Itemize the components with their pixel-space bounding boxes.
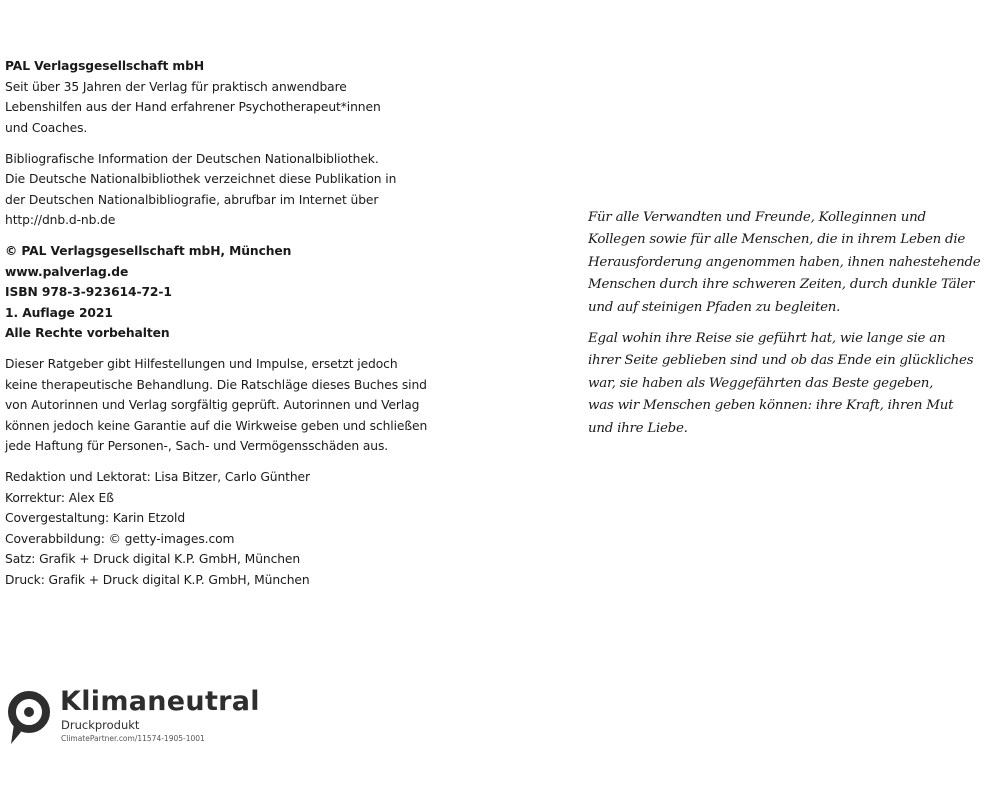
credit-line: Satz: Grafik + Druck digital K.P. GmbH, München — [5, 552, 301, 566]
website-link[interactable]: www.palverlag.de — [5, 264, 129, 279]
bibliographic-line: Die Deutsche Nationalbibliothek verzeichnet diese Publikation in — [5, 172, 397, 186]
disclaimer-line: von Autorinnen und Verlag sorgfältig geprüft. Autorinnen und Verlag — [5, 398, 420, 412]
edition: 1. Auflage 2021 — [5, 305, 113, 320]
dedication-line: Kollegen sowie für alle Menschen, die in ihrem Leben die — [588, 232, 966, 248]
dedication-paragraph-1 — [588, 207, 1000, 319]
logo-subtitle: Druckprodukt — [61, 718, 140, 732]
bibliographic-line: Bibliografische Information der Deutschen Nationalbibliothek. — [5, 151, 379, 166]
publisher-tagline-line: und Coaches. — [5, 120, 88, 135]
credit-line: Druck: Grafik + Druck digital K.P. GmbH, München — [5, 572, 310, 587]
credit-line: Redaktion und Lektorat: Lisa Bitzer, Carlo Günther — [5, 470, 310, 484]
credit-line: Coverabbildung: © getty-images.com — [5, 531, 235, 546]
dedication-line: und auf steinigen Pfaden zu begleiten. — [588, 299, 841, 315]
publisher-block — [5, 56, 435, 138]
dedication-paragraph-2 — [588, 328, 1000, 440]
bibliographic-block — [5, 149, 435, 231]
dedication-column — [588, 207, 1000, 449]
logo-url: ClimatePartner.com/11574-1905-1001 — [61, 734, 205, 743]
copyright-block — [5, 241, 435, 344]
dedication-line: war, sie haben als Weggefährten das Beste gegeben, — [588, 375, 934, 391]
dedication-line: Egal wohin ihre Reise sie geführt hat, wie lange sie an — [588, 331, 946, 347]
rights-reserved: Alle Rechte vorbehalten — [5, 326, 170, 340]
credit-line: Korrektur: Alex Eß — [5, 490, 114, 505]
disclaimer-line: keine therapeutische Behandlung. Die Ratschläge dieses Buches sind — [5, 377, 427, 392]
dedication-line: Menschen durch ihre schweren Zeiten, durch dunkle Täler — [588, 277, 975, 293]
logo-title: Klimaneutral — [60, 686, 260, 717]
dedication-line: und ihre Liebe. — [588, 420, 688, 436]
publisher-tagline-line: Seit über 35 Jahren der Verlag für praktisch anwendbare — [5, 79, 347, 94]
imprint-column — [5, 56, 435, 601]
dedication-line: was wir Menschen geben können: ihre Kraft, ihren Mut — [588, 398, 954, 414]
disclaimer-line: können jedoch keine Garantie auf die Wirkweise geben und schließen — [5, 418, 428, 433]
isbn: ISBN 978-3-923614-72-1 — [5, 285, 172, 299]
climate-partner-icon — [5, 690, 55, 746]
publisher-name: PAL Verlagsgesellschaft mbH — [5, 59, 205, 73]
dedication-line: ihrer Seite geblieben sind und ob das Ende ein glückliches — [588, 353, 974, 369]
dedication-line: Herausforderung angenommen haben, ihnen nahestehende — [588, 254, 981, 270]
copyright-line: © PAL Verlagsgesellschaft mbH, München — [5, 244, 292, 258]
bibliographic-line: der Deutschen Nationalbibliografie, abrufbar im Internet über — [5, 192, 379, 207]
credit-line: Covergestaltung: Karin Etzold — [5, 511, 186, 525]
disclaimer-line: Dieser Ratgeber gibt Hilfestellungen und Impulse, ersetzt jedoch — [5, 357, 398, 371]
publisher-tagline-line: Lebenshilfen aus der Hand erfahrener Psychotherapeut*innen — [5, 100, 381, 114]
dedication-line: Für alle Verwandten und Freunde, Kolleginnen und — [588, 210, 926, 225]
credits-block — [5, 467, 435, 590]
disclaimer-line: jede Haftung für Personen-, Sach- und Vermögensschäden aus. — [5, 439, 389, 453]
disclaimer-block — [5, 354, 435, 457]
dnb-link[interactable]: http://dnb.d-nb.de — [5, 213, 116, 227]
climate-neutral-logo — [5, 686, 260, 746]
